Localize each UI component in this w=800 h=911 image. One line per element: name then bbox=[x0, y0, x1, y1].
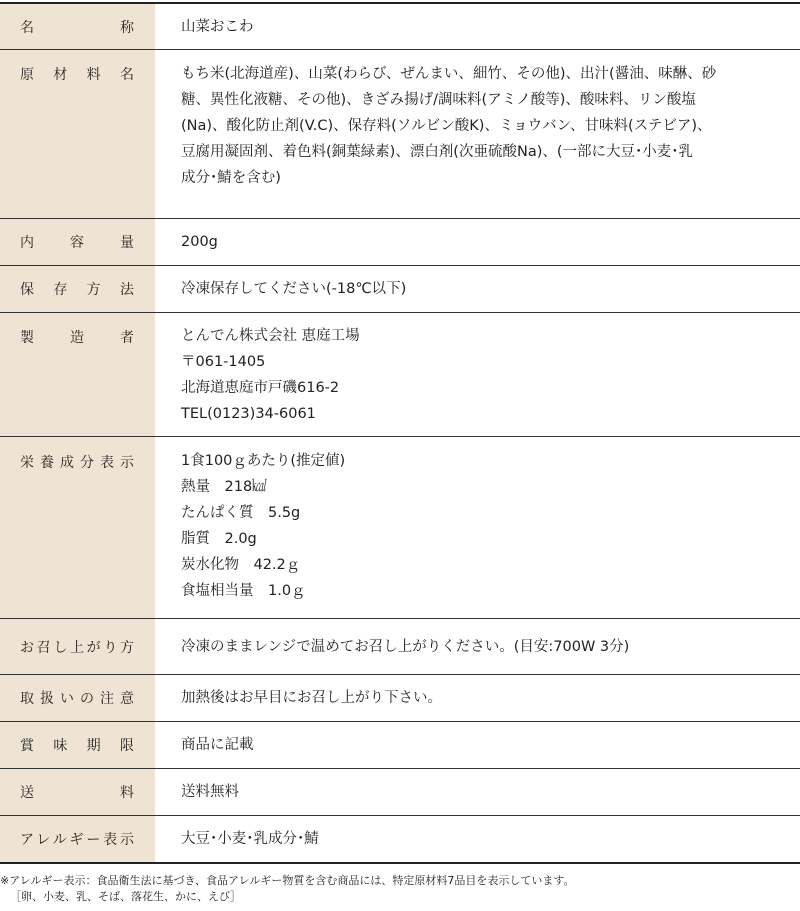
value-nutrition: 1食100ｇあたり(推定値) 熱量 218㎉ たんぱく質 5.5g 脂質 2.0g 炭水化物 42.2ｇ 食塩相当量 1.0ｇ bbox=[181, 453, 346, 599]
row-ingredients bbox=[0, 50, 800, 219]
product-spec-table bbox=[0, 2, 800, 864]
label-handling: 取扱いの注意 bbox=[0, 675, 155, 721]
value-manufacturer: とんでん株式会社 恵庭工場 〒061-1405 北海道恵庭市戸磯616-2 TEL(0123)34-6061 bbox=[181, 328, 360, 422]
row-allergy bbox=[0, 816, 800, 864]
label-allergy: アレルギー表示 bbox=[0, 816, 155, 862]
row-how-to-eat bbox=[0, 619, 800, 675]
value-allergy: 大豆･小麦･乳成分･鯖 bbox=[181, 831, 319, 847]
row-content-amount bbox=[0, 219, 800, 266]
row-nutrition bbox=[0, 437, 800, 619]
value-shipping: 送料無料 bbox=[181, 784, 239, 800]
row-manufacturer bbox=[0, 313, 800, 437]
footnote-items: ［卵、小麦、乳、そば、落花生、かに、えび］ bbox=[10, 890, 242, 903]
label-best-before: 賞味期限 bbox=[0, 722, 155, 768]
value-ingredients: もち米(北海道産)、山菜(わらび、ぜんまい、細竹、その他)、出汁(醤油、味醂、砂 糖、異性化液糖、その他)、きざみ揚げ/調味料(アミノ酸等)、酸味料、リン酸塩 (Na)、酸化防止剤(V.C)、保存料(ソルビン酸K)、ミョウバン、甘味料(ステビア)、 豆腐用凝固剤、着色料(銅葉緑素)、漂白剤(次亜硫酸Na)、(一部に大豆･小麦･乳 成分･鯖を含む) bbox=[181, 66, 717, 186]
value-content-amount: 200g bbox=[181, 234, 218, 250]
label-ingredients: 原材料名 bbox=[0, 50, 155, 218]
footnote-text: ※アレルギー表示：食品衛生法に基づき、食品アレルギー物質を含む商品には、特定原材料7品目を表示しています。 bbox=[0, 874, 575, 887]
row-best-before bbox=[0, 722, 800, 769]
value-name: 山菜おこわ bbox=[181, 18, 254, 35]
allergy-footnote bbox=[0, 873, 800, 905]
value-storage: 冷凍保存してください(-18℃以下) bbox=[181, 281, 407, 297]
value-best-before: 商品に記載 bbox=[181, 737, 254, 753]
value-handling: 加熱後はお早目にお召し上がり下さい。 bbox=[181, 690, 442, 706]
label-name: 名称 bbox=[0, 4, 155, 49]
label-content-amount: 内容量 bbox=[0, 219, 155, 265]
label-manufacturer: 製造者 bbox=[0, 313, 155, 436]
row-handling bbox=[0, 675, 800, 722]
row-storage bbox=[0, 266, 800, 313]
row-name bbox=[0, 4, 800, 50]
row-shipping bbox=[0, 769, 800, 816]
label-how-to-eat: お召し上がり方 bbox=[0, 619, 155, 674]
value-how-to-eat: 冷凍のままレンジで温めてお召し上がりください。(目安:700W 3分) bbox=[181, 638, 630, 655]
label-storage: 保存方法 bbox=[0, 266, 155, 312]
label-nutrition: 栄養成分表示 bbox=[0, 437, 155, 618]
label-shipping: 送料 bbox=[0, 769, 155, 815]
